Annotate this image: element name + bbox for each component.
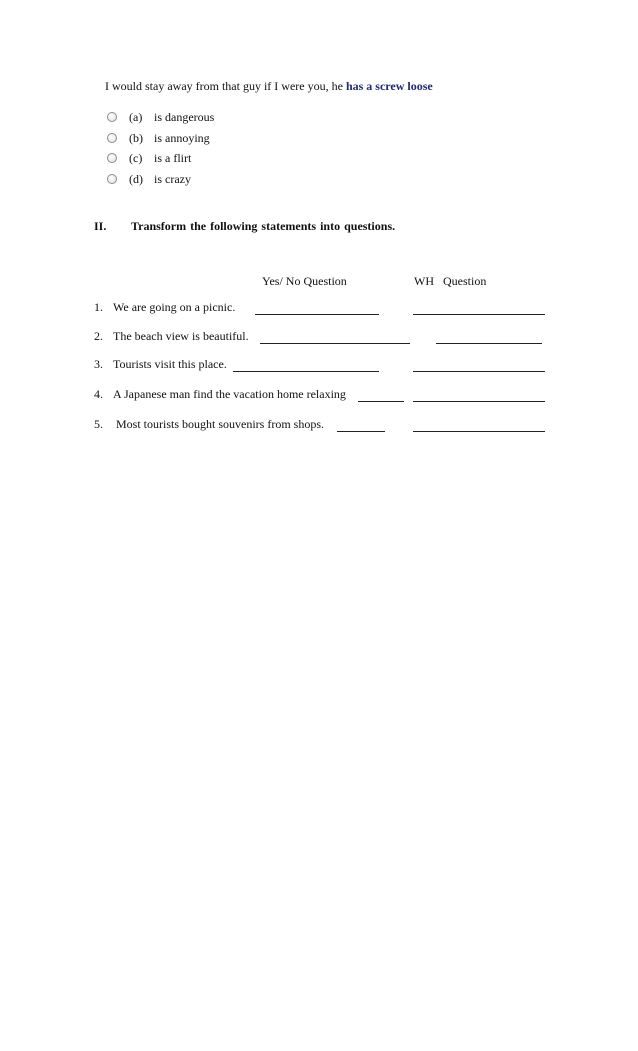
wh-answer-line-5[interactable] [413,431,545,432]
yes-no-answer-line-1[interactable] [255,314,379,315]
section-number: II. [94,219,107,233]
option-a[interactable] [107,109,214,125]
statement-text: The beach view is beautiful. [113,329,249,343]
wh-answer-line-2[interactable] [436,343,542,344]
option-b[interactable] [107,130,210,146]
wh-answer-line-4[interactable] [413,401,545,402]
column-header-yes-no: Yes/ No Question [262,274,347,288]
radio-button-icon[interactable] [107,133,117,143]
statement-number: 1. [94,300,103,314]
option-d[interactable] [107,171,191,187]
yes-no-answer-line-2[interactable] [260,343,410,344]
option-text: is annoying [154,130,210,145]
statement-text: Most tourists bought souvenirs from shops. [116,417,325,431]
statement-number: 3. [94,357,103,371]
section-title: Transform the following statements into questions. [131,219,396,233]
column-header-wh: WH Question [414,274,487,288]
option-text: is a flirt [154,150,192,165]
statement-text: A Japanese man find the vacation home relaxing [113,387,346,401]
radio-button-icon[interactable] [107,153,117,163]
question-sentence [105,79,433,94]
radio-button-icon[interactable] [107,174,117,184]
idiom-highlight: has a screw loose [345,79,433,93]
option-c[interactable] [107,150,191,166]
statement-number: 5. [94,417,103,431]
option-text: is dangerous [154,109,215,124]
statement-text: Tourists visit this place. [113,357,227,371]
statement-number: 4. [94,387,103,401]
question-text: I would stay away from that guy if I were you, he [105,79,346,93]
radio-button-icon[interactable] [107,112,117,122]
yes-no-answer-line-5[interactable] [337,431,385,432]
option-text: is crazy [154,171,191,186]
option-letter: (b) [129,130,143,145]
statement-number: 2. [94,329,103,343]
option-letter: (a) [129,109,143,124]
statement-text: We are going on a picnic. [113,300,236,314]
option-letter: (d) [129,171,143,186]
yes-no-answer-line-3[interactable] [233,371,379,372]
wh-answer-line-1[interactable] [413,314,545,315]
yes-no-answer-line-4[interactable] [358,401,404,402]
wh-answer-line-3[interactable] [413,371,545,372]
option-letter: (c) [129,150,143,165]
